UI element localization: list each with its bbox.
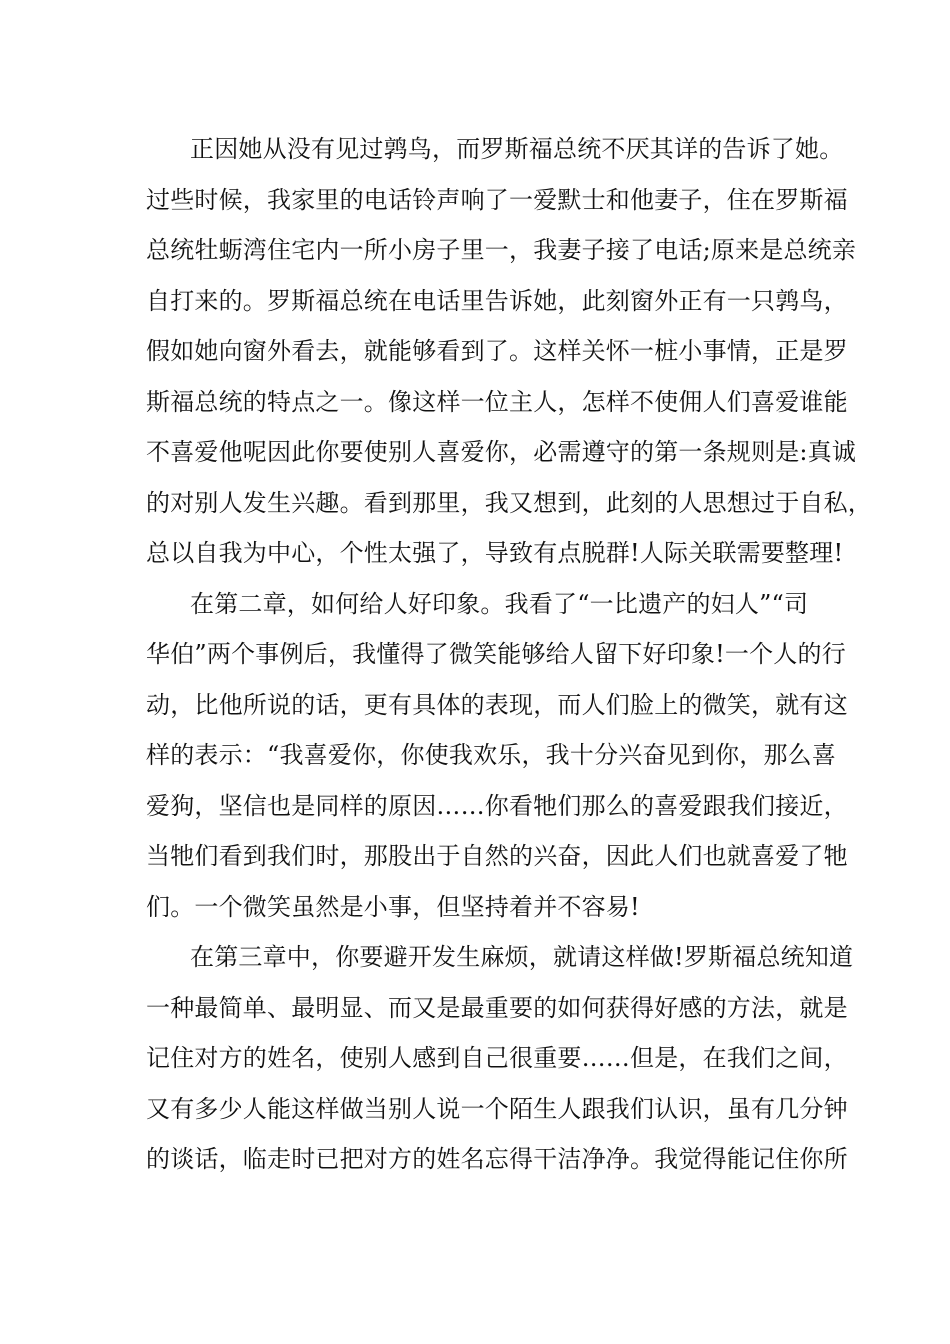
text-line: 的谈话，临走时已把对方的姓名忘得干洁净净。我觉得能记住你所 — [146, 1145, 848, 1173]
text-line: 正因她从没有见过鹑鸟，而罗斯福总统不厌其详的告诉了她。 — [190, 135, 844, 163]
text-line: 样的表示：“我喜爱你，你使我欢乐，我十分兴奋见到你，那么喜 — [146, 741, 837, 769]
text-line: 动，比他所说的话，更有具体的表现，而人们脸上的微笑，就有这 — [146, 690, 848, 719]
text-line: 不喜爱他呢因此你要使别人喜爱你，必需遵守的第一条规则是:真诚 — [146, 438, 857, 466]
text-line: 一种最简单、最明显、而又是最重要的如何获得好感的方法，就是 — [146, 993, 848, 1022]
text-line: 自打来的。罗斯福总统在电话里告诉她，此刻窗外正有一只鹑鸟， — [146, 286, 848, 315]
document-body — [146, 124, 872, 1185]
text-line: 斯福总统的特点之一。像这样一位主人，怎样不使佣人们喜爱谁能 — [146, 387, 848, 416]
text-line: 在第三章中，你要避开发生麻烦，就请这样做!罗斯福总统知道 — [190, 943, 854, 971]
text-line: 的对别人发生兴趣。看到那里，我又想到，此刻的人思想过于自私， — [146, 488, 872, 517]
text-line: 记住对方的姓名，使别人感到自己很重要……但是，在我们之间， — [146, 1044, 848, 1072]
text-line: 总统牡蛎湾住宅内一所小房子里一，我妻子接了电话;原来是总统亲 — [146, 236, 857, 264]
text-line: 们。一个微笑虽然是小事，但坚持着并不容易! — [146, 892, 640, 921]
text-line: 假如她向窗外看去，就能够看到了。这样关怀一桩小事情，正是罗 — [146, 337, 848, 365]
text-line: 在第二章，如何给人好印象。我看了“一比遗产的妇人”“司 — [190, 589, 809, 618]
text-line: 爱狗，坚信也是同样的原因……你看牠们那么的喜爱跟我们接近， — [146, 791, 848, 820]
text-line: 又有多少人能这样做当别人说一个陌生人跟我们认识，虽有几分钟 — [146, 1094, 848, 1123]
text-line: 过些时候，我家里的电话铃声响了一爱默士和他妻子，住在罗斯福 — [146, 185, 848, 214]
text-line: 华伯”两个事例后，我懂得了微笑能够给人留下好印象!一个人的行 — [146, 640, 846, 668]
text-line: 总以自我为中心，个性太强了，导致有点脱群!人际关联需要整理! — [146, 539, 844, 567]
text-line: 当牠们看到我们时，那股出于自然的兴奋，因此人们也就喜爱了牠 — [146, 842, 848, 870]
